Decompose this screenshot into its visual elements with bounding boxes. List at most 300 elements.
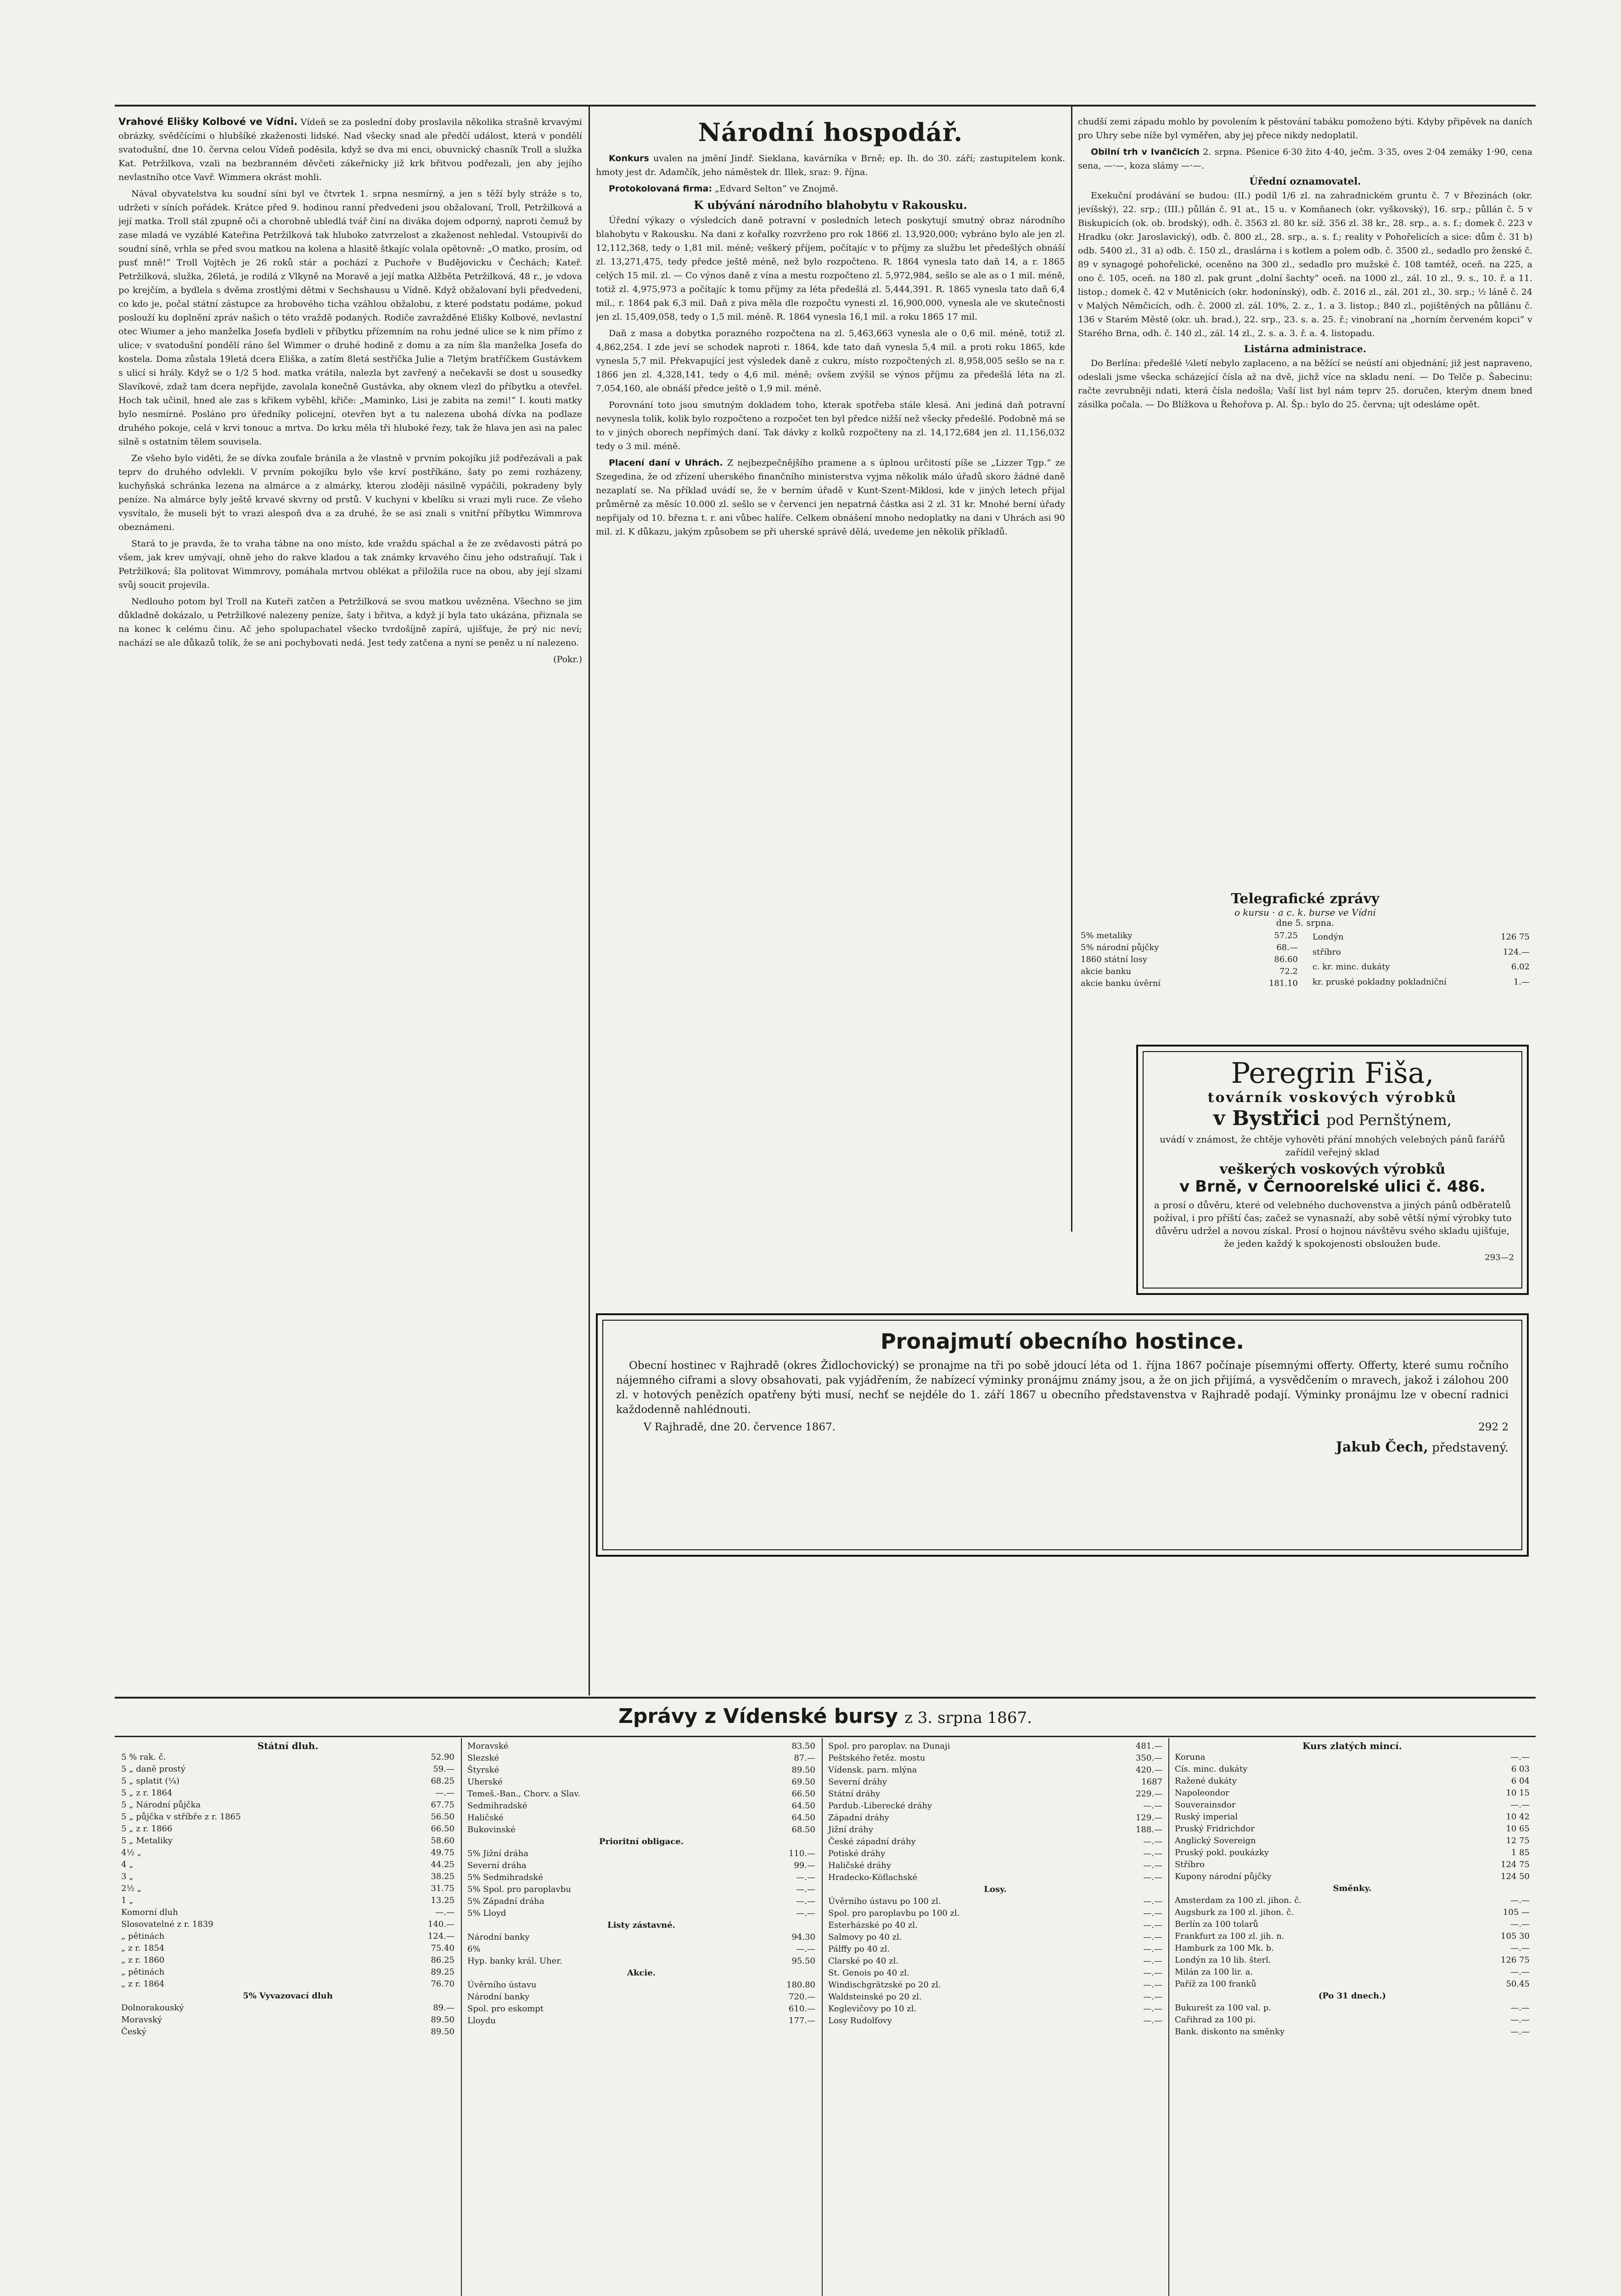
quote-row	[118, 1835, 457, 1847]
quote-label: Štyrské	[467, 1765, 499, 1775]
quote-label: Londýn za 10 lib. šterl.	[1175, 1955, 1271, 1965]
bursa-col-head: Státní dluh.	[257, 1740, 319, 1751]
quote-value: 68.25	[431, 1776, 454, 1786]
quote-value: 64.50	[791, 1801, 815, 1811]
quote-label: 5 „ Národní půjčka	[121, 1800, 201, 1810]
quote-label: Londýn	[1313, 932, 1344, 942]
quote-subhead: Losy.	[984, 1885, 1007, 1894]
quote-label: Bank. diskonto na směnky	[1175, 2027, 1285, 2037]
quote-label: 5 „ z r. 1864	[121, 1788, 173, 1798]
quote-row	[1172, 2002, 1532, 2014]
quote-row	[825, 1860, 1165, 1872]
quote-value: —.—	[1510, 2027, 1530, 2037]
quote-label: akcie banku	[1081, 967, 1132, 976]
quote-value: 610.—	[788, 2004, 815, 2014]
quote-row	[825, 1931, 1165, 1943]
quote-row	[1172, 1787, 1532, 1799]
article-paragraph: Exekuční prodávání se budou: (II.) podíl 1/6 zl. na zahradnickém gruntu č. 7 v Březinách (okr. jevíšský), 22. srp.; (III.) půllán č. 91 at., 15 u. v Komňanech (okr. vyškovský), 16. srp.; půllán č. 5 v Biskupicích (ok. ob. brodský), odh. č. 3563 zl. 80 kr. síž. 356 zl. 38 kr., 28. srp., a. s. f.; domek č. 223 v Hradku (okr. Jaroslavický), odb. č. 800 zl., 28. srp., a. s. f.; reality v Pohořelicích a sice: dům č. 31 b) odb. 5400 zl., 31 a) odb. č. 150 zl., draslárna i s kotlem a polem odb. č. 3500 zl., sedadlo pro ženské č. 89 v synagogé pohořelické, oceněno na 300 zl., sedadlo pro mužské č. 108 tamtéž, oceň. na 225, a ono č. 105, oceň. na 180 zl. pak grunt „dolní šachty“ oceň. na 1000 zl., zál. 10 zl., 9. s., 10. ř. a 11. listop.; domek č. 42 v Mutěnicích (okr. hodonínský), odb. č. 2016 zl., zál. 201 zl., 30. srp.; ½ láně č. 24 v Malých Němčicích, odh. č. 2000 zl. zál. 10%, 2. z., 1. a 3. listop.; 840 zl., pojištěných na půllánu č. 136 v Starém Městě (okr. uh. brad.), 22. srp., 23. s. a. 25. ř.; vinobraní na „horním červeném kopci“ v Starého Brna, odh. č. 140 zl., zál. 14 zl., 2. s. a. 3. ř. a. 4. listopadu.	[1078, 191, 1532, 338]
quote-row	[118, 1895, 457, 1907]
quote-row	[465, 1788, 818, 1800]
quote-value: 57.25	[1274, 931, 1298, 940]
quote-label: 4 „	[121, 1860, 134, 1869]
quote-value: 105 30	[1501, 1931, 1530, 1941]
quote-value: 49.75	[431, 1848, 454, 1857]
subsection-title: K ubývání národního blahobytu v Rakousku.	[694, 198, 967, 212]
bursa-column-d	[1172, 1740, 1532, 2296]
quote-value: —.—	[1510, 1967, 1530, 1977]
quote-label: Haličské	[467, 1813, 504, 1823]
bursa-column-c	[825, 1740, 1165, 2296]
quote-row	[1172, 1930, 1532, 1942]
bursa-title-rule	[115, 1736, 1536, 1737]
quote-label: 5% Spol. pro paroplavbu	[467, 1885, 571, 1894]
quote-label: Hyp. banky král. Uher.	[467, 1956, 562, 1966]
quote-subhead: (Po 31 dnech.)	[1318, 1991, 1386, 2001]
quote-row	[118, 1823, 457, 1835]
quote-row	[118, 1787, 457, 1799]
quote-value: 124.—	[1503, 947, 1530, 957]
quote-row	[465, 2015, 818, 2027]
bursa-title-row	[115, 1705, 1536, 1728]
quote-row	[1172, 1823, 1532, 1835]
quote-value: 10 15	[1506, 1788, 1530, 1798]
quote-value: —.—	[1143, 1980, 1162, 1990]
quote-row	[118, 1799, 457, 1811]
quote-label: Cařihrad za 100 pi.	[1175, 2015, 1256, 2025]
quote-row	[118, 1775, 457, 1787]
quote-label: Severní dráha	[467, 1861, 527, 1870]
article-paragraph: Daň z masa a dobytka porazného rozpočtena na zl. 5,463,663 vynesla ale o 0,6 mil. méně, totiž zl. 4,862,254. I zde jeví se schodek naproti r. 1864, kde tato daň vynesla 5,4 mil. a proti roku 1865, kde vynesla 5,7 mil. Překvapující jest výsledek daně z cukru, místo rozpočtených zl. 8,958,005 sešlo se na r. 1866 jen zl. 4,328,141, tedy o 4,6 mil. méně; ovšem zvýšil se výnos příjmu za předešlá léta na zl. 7,054,160, ale obnáší předce ještě o 1,9 mil. méně.	[596, 328, 1065, 394]
quote-row	[465, 1800, 818, 1812]
quote-value: —.—	[1510, 1919, 1530, 1929]
column-1-article	[118, 115, 582, 1690]
quote-row	[465, 1872, 818, 1884]
quote-row	[825, 1848, 1165, 1860]
bursa-col-head: Kurs zlatých mincí.	[1302, 1740, 1402, 1751]
bursa-col-rule	[822, 1738, 823, 2296]
quote-value: 52.90	[431, 1752, 454, 1762]
quote-value: 6 04	[1511, 1776, 1530, 1786]
quote-label: akcie banku úvěrní	[1081, 979, 1161, 988]
quote-row	[1172, 1835, 1532, 1847]
quote-value: 420.—	[1135, 1765, 1162, 1775]
column-3-notices	[1078, 115, 1532, 657]
quote-row	[118, 1990, 457, 2002]
quote-value: 1.—	[1513, 977, 1530, 987]
quote-value: 89.25	[431, 1967, 454, 1977]
quote-value: 44.25	[431, 1860, 454, 1869]
quote-row	[1172, 2014, 1532, 2026]
ad-signature: Jakub Čech,	[1335, 1439, 1429, 1455]
quote-label: Berlín za 100 tolarů	[1175, 1919, 1259, 1929]
bursa-title: Zprávy z Vídenské bursy	[618, 1705, 898, 1728]
bursa-column-a	[118, 1740, 457, 2296]
column-rule-2	[1071, 107, 1072, 1232]
quote-row	[118, 2014, 457, 2026]
bursa-table-a	[118, 1751, 457, 2038]
quote-row	[465, 1848, 818, 1860]
quote-value: 124 75	[1501, 1860, 1530, 1869]
quote-label: Národní banky	[467, 1992, 530, 2002]
quote-row	[825, 1764, 1165, 1776]
quote-value: —.—	[1510, 1896, 1530, 1905]
quote-value: 89.50	[431, 2027, 454, 2037]
quote-value: —.—	[1510, 2015, 1530, 2025]
quote-row	[118, 1859, 457, 1871]
bursa-col-rule	[461, 1738, 462, 2296]
quote-value: 188.—	[1135, 1825, 1162, 1835]
quote-value: —.—	[1143, 1861, 1162, 1870]
quote-row	[118, 1907, 457, 1919]
quote-label: Slezské	[467, 1753, 499, 1763]
quote-value: —.—	[1143, 1873, 1162, 1882]
quote-row	[825, 1788, 1165, 1800]
quote-row	[1172, 1966, 1532, 1978]
quote-value: 59.—	[433, 1764, 454, 1774]
quote-label: 5% Jižní dráha	[467, 1849, 528, 1858]
quote-value: 69.50	[791, 1777, 815, 1787]
quote-value: 94.30	[791, 1932, 815, 1942]
quote-value: —.—	[796, 1908, 815, 1918]
quote-value: 72.2	[1279, 967, 1298, 976]
quote-label: Augsburk za 100 zl. jihon. č.	[1175, 1908, 1294, 1917]
quote-label: 5 „ z r. 1866	[121, 1824, 173, 1834]
quote-value: —.—	[1143, 1801, 1162, 1811]
telegraph-date: dne 5. srpna.	[1276, 918, 1335, 928]
quote-value: 99.—	[794, 1861, 815, 1870]
ad-peregrin-fisa	[1136, 1045, 1529, 1295]
ad-place-date: V Rajhradě, dne 20. července 1867.	[644, 1421, 836, 1433]
quote-label: Temeš.-Ban., Chorv. a Slav.	[467, 1789, 581, 1799]
quote-row	[1172, 1775, 1532, 1787]
quote-label: Peštského řetěz. mostu	[828, 1753, 925, 1763]
quote-value: 124 50	[1501, 1872, 1530, 1881]
subsection-title: Listárna administrace.	[1244, 343, 1367, 355]
quote-row	[1172, 1883, 1532, 1895]
quote-label: „ pětinách	[121, 1931, 165, 1941]
quote-label: Pruský pokl. poukázky	[1175, 1848, 1269, 1857]
article-paragraph: Ze všeho bylo viděti, že se dívka zoufale bránila a že vlastně v prvním pokojíku již podřezávali a pak teprv do druhého odvlekli. V prvním pokojíku bylo vše krví postříkáno, šaty po zemi rozházeny, kuchyňská schránka lezena na almárce a z almárky, kterou zloději násilně vypáčili, pokradeny byly peníze. Na almárce byly ještě krvavé skvrny od prstů. V kuchyni v kbelíku si vrazi myli ruce. Ze všeho vysvítalo, že museli být to vrazi alespoň dva a za druhé, že se asi znali s vnitřní příbytku Wimmrova obeznámeni.	[118, 453, 582, 532]
quote-value: —.—	[1143, 1908, 1162, 1918]
quote-row	[1172, 1907, 1532, 1919]
quote-row	[465, 1979, 818, 1991]
quote-row	[118, 1919, 457, 1930]
quote-value: 140.—	[427, 1919, 454, 1929]
quote-label: Kupony národní půjčky	[1175, 1872, 1272, 1881]
quote-label: 5% Lloyd	[467, 1908, 506, 1918]
item-text: uvalen na jmění Jindř. Sieklana, kavárníka v Brně; ep. lh. do 30. září; zastupitelem konk. hmoty jest dr. Adamčík, jeho náměstek dr. Illek, sraz: 9. října.	[596, 153, 1065, 177]
quote-row	[118, 1883, 457, 1895]
quote-label: Amsterdam za 100 zl. jihon. č.	[1175, 1896, 1302, 1905]
quote-label: Komorní dluh	[121, 1908, 178, 1917]
quote-value: 50.45	[1506, 1979, 1530, 1989]
quote-row	[465, 1955, 818, 1967]
quote-row	[825, 1967, 1165, 1979]
quote-value: 6 03	[1511, 1764, 1530, 1774]
quote-label: Haličské dráhy	[828, 1861, 892, 1870]
quote-value: —.—	[435, 1788, 454, 1798]
quote-row	[465, 1919, 818, 1931]
quote-label: Esterházské po 40 zl.	[828, 1920, 918, 1930]
quote-row	[1172, 1847, 1532, 1859]
quote-row	[825, 1991, 1165, 2003]
quote-label: Milán za 100 lir. a.	[1175, 1967, 1253, 1977]
quote-label: 1860 státní losy	[1081, 955, 1148, 964]
quote-value: 350.—	[1135, 1753, 1162, 1763]
quote-label: 5 „ daně prostý	[121, 1764, 186, 1774]
quote-label: Spol. pro eskompt	[467, 2004, 544, 2014]
quote-label: Potiské dráhy	[828, 1849, 886, 1858]
intro-paragraph: chudší zemi západu mohlo by povolením k pěstování tabáku pomoženo býti. Kdyby připěvek na daních pro Uhry sebe níže byl vyměřen, aby jej přece nikdy nedoplatil.	[1078, 117, 1532, 141]
quote-row	[1172, 1763, 1532, 1775]
quote-label: Český	[121, 2027, 146, 2037]
quote-label: Spol. pro paroplavbu po 100 zl.	[828, 1908, 960, 1918]
quote-value: 10 65	[1506, 1824, 1530, 1834]
quote-label: Západní dráhy	[828, 1813, 889, 1823]
quote-row	[118, 1871, 457, 1883]
quote-value: —.—	[1143, 1849, 1162, 1858]
quote-row	[1172, 1990, 1532, 2002]
quote-row	[1172, 1811, 1532, 1823]
quote-label: c. kr. minc. dukáty	[1313, 962, 1390, 972]
quote-label: Moravský	[121, 2015, 163, 2025]
article-title: Vrahové Elišky Kolbové ve Vídni.	[118, 116, 298, 127]
quote-value: —.—	[1510, 2003, 1530, 2013]
ad-city: v Bystřici	[1213, 1107, 1320, 1130]
quote-value: 64.50	[791, 1813, 815, 1823]
quote-value: 75.40	[431, 1943, 454, 1953]
quote-label: „ pětinách	[121, 1967, 165, 1977]
quote-label: Vídensk. parn. mlýna	[828, 1765, 917, 1775]
quote-row	[825, 1919, 1165, 1931]
quote-value: 481.—	[1135, 1741, 1162, 1751]
quote-value: 87.—	[794, 1753, 815, 1763]
article-paragraph: Úřední výkazy o výsledcích daně potravní v posledních letech poskytují smutný obraz národního blahobytu v Rakousku. Na dani z kořalky rozvrženo pro rok 1866 zl. 13,920,000; vybráno bylo ale jen zl. 12,112,368, tedy o 1,81 mil. méně; veškerý příjem, počítajíc v to příjmy za službu let předešlých obnáší zl. 13,271,475, tedy předce ještě méně, než bylo rozpočteno. R. 1864 vynesla tato daň 14, a r. 1865 celých 15 mil. zl. — Co výnos daně z vína a mestu rozpočteno zl. 5,972,984, sešlo se ale as o 1 mil. méně, totiž zl. 4,975,973 a počítajíc k tomu příjmy za léta předešlá zl. 5,444,391. R. 1865 vynesla tato daň 6,4 mil., r. 1864 pak 6,3 mil. Daň z piva měla dle rozpočtu vynesti zl. 16,900,000, vynesla ale ve skutečnosti jen zl. 15,409,058, tedy o 1,5 mil. méně. R. 1864 vynesla 16,1 mil. a roku 1865 17 mil.	[596, 215, 1065, 322]
section-title: Národní hospodář.	[698, 118, 963, 147]
quote-label: stříbro	[1313, 947, 1341, 957]
quote-label: Sedmihradské	[467, 1801, 527, 1811]
quote-value: 105 —	[1503, 1908, 1530, 1917]
ad-name: Peregrin Fiša,	[1231, 1056, 1434, 1090]
quote-label: Severní dráhy	[828, 1777, 887, 1787]
quote-label: České západní dráhy	[828, 1837, 916, 1846]
quote-value: 126 75	[1501, 932, 1530, 942]
quote-label: Souverainsdor	[1175, 1800, 1236, 1810]
quote-row	[465, 1836, 818, 1848]
ad-title: Pronajmutí obecního hostince.	[880, 1329, 1245, 1354]
quote-label: 5% národní půjčky	[1081, 943, 1159, 952]
quote-label: Paříž za 100 franků	[1175, 1979, 1256, 1989]
quote-label: Stříbro	[1175, 1860, 1205, 1869]
quote-value: 180.80	[786, 1980, 815, 1990]
quote-label: Bukovinské	[467, 1825, 516, 1835]
quote-value: 10 42	[1506, 1812, 1530, 1822]
quote-label: 3 „	[121, 1872, 134, 1881]
quote-row	[825, 1836, 1165, 1848]
quote-row	[465, 1740, 818, 1752]
quote-label: Hamburk za 100 Mk. b.	[1175, 1943, 1274, 1953]
quote-row	[825, 1896, 1165, 1908]
article-signature: (Pokr.)	[553, 654, 582, 664]
quote-subhead: 5% Vyvazovací dluh	[243, 1991, 333, 2001]
quote-row	[825, 1955, 1165, 1967]
quote-subhead: Listy zástavné.	[607, 1920, 675, 1930]
quote-value: 58.60	[431, 1836, 454, 1846]
quote-value: —.—	[1143, 1896, 1162, 1906]
quote-label: 5% Sedmihradské	[467, 1873, 543, 1882]
quote-value: 89.—	[433, 2003, 454, 2013]
quote-label: Dolnorakouský	[121, 2003, 184, 2013]
quote-value: —.—	[1143, 1837, 1162, 1846]
quote-label: Waldsteinské po 20 zl.	[828, 1992, 922, 2002]
quote-row	[465, 1908, 818, 1919]
quote-row	[825, 1740, 1165, 1752]
quote-label: Koruna	[1175, 1752, 1206, 1762]
quote-label: Spol. pro paroplav. na Dunaji	[828, 1741, 950, 1751]
quote-row	[465, 1812, 818, 1824]
quote-row	[465, 1752, 818, 1764]
quote-label: St. Genois po 40 zl.	[828, 1968, 909, 1978]
quote-row	[825, 1872, 1165, 1884]
ad-body: Obecní hostinec v Rajhradě (okres Židlochovický) se pronajme na tři po sobě jdoucí léta od 1. října 1867 počínaje písemnými offerty. Offerty, které sumu ročního nájemného ciframi a slovy obsahovati, pak vyjádřením, že nabízecí výminky pronájmu známy jsou, a že on jich přijímá, a vysvědčením o mravech, jakož i zálohou 200 zl. v hotových penězích opatřeny býti musí, nechť se nejdéle do 1. září 1867 u obecního představenstva v Rajhradě podají. Výminky pronájmu lze v obecní radnici každodenně nahlédnouti.	[616, 1360, 1509, 1416]
quote-value: —.—	[1510, 1752, 1530, 1762]
quote-value: 6.02	[1511, 962, 1530, 972]
quote-subhead: Akcie.	[627, 1968, 656, 1978]
quote-row	[118, 1978, 457, 1990]
quote-row	[1172, 1919, 1532, 1930]
ad-body: a prosí o důvěru, které od velebného duchovenstva a jiných pánů odběratelů požíval, i pro příští čas; začež se vynasnaží, aby sobě větší nýmí výrobky tuto důvěru udržel a novou získal. Prosí o hojnou návštěvu svého skladu ujišťuje, že jeden každý k spokojenosti obsloužen bude.	[1153, 1199, 1512, 1249]
quote-label: 5% metaliky	[1081, 931, 1133, 940]
quote-label: Lloydu	[467, 2016, 496, 2026]
quote-row	[825, 1752, 1165, 1764]
ad-pronajmuti	[596, 1313, 1529, 1557]
quote-label: Úvěrního ústavu	[467, 1980, 537, 1990]
telegraph-title: Telegrafické zprávy	[1231, 891, 1380, 907]
ad-line: veškerých voskových výrobků	[1219, 1161, 1446, 1177]
quote-value: 68.—	[1276, 943, 1298, 952]
quote-value: —.—	[796, 1896, 815, 1906]
quote-row	[118, 2002, 457, 2014]
quote-row	[465, 1967, 818, 1979]
quote-label: Ruský imperial	[1175, 1812, 1238, 1822]
quote-row	[1172, 1895, 1532, 1907]
quote-value: 89.50	[791, 1765, 815, 1775]
quote-value: 56.50	[431, 1812, 454, 1822]
quote-row	[118, 1763, 457, 1775]
item-lead: Konkurs	[609, 153, 649, 163]
article-paragraph: Vídeň se za poslední doby proslavila několika strašně krvavými obrázky, svědčícími o hlubšíké zkaženosti lidské. Nad všecky snad ale předčí událost, která v pondělí svatodušní, dne 10. června celou Vídeň poděsila, když se dva mi enci, obuvnický chasník Troll a služka Kat. Petržilkova, vzali na bezbranném děvčeti zákeřnicky již krk břitvou podřezali, jen aby jejího nevlastního otce Vavř. Wimmera okrást mohli.	[118, 117, 582, 182]
quote-row	[1172, 1978, 1532, 1990]
quote-label: Státní dráhy	[828, 1789, 881, 1799]
quote-row	[825, 1800, 1165, 1812]
quote-label: „ z r. 1864	[121, 1979, 165, 1989]
quote-value: 38.25	[431, 1872, 454, 1881]
quote-value: —.—	[1510, 1800, 1530, 1810]
quote-value: —.—	[1143, 1992, 1162, 2002]
quote-row	[825, 1908, 1165, 1919]
article-paragraph: Stará to je pravda, že to vraha tábne na ono místo, kde vraždu spáchal a že ze zvědavosti pátrá po všem, jak krev umývají, ohně jeho do rakve kladou a tak známky krvavého činu jeho odstraňují. Tak i Petržilková; šla politovat Wimmrovy, pomáhala mrtvou oblékat a přiložila ruce na obou, aby její slzami svůj soucit projevila.	[118, 539, 582, 590]
quote-value: 1687	[1141, 1777, 1162, 1787]
quote-row	[465, 1943, 818, 1955]
quote-value: —.—	[1143, 2004, 1162, 2014]
ad-ref: 293—2	[1485, 1253, 1514, 1262]
quote-value: 86.60	[1274, 955, 1298, 964]
bursa-table-d	[1172, 1751, 1532, 2038]
quote-row	[465, 1764, 818, 1776]
quote-row	[465, 1860, 818, 1872]
quote-row	[118, 1811, 457, 1823]
quote-label: 5 „ Metaliky	[121, 1836, 173, 1846]
quote-value: —.—	[1143, 1920, 1162, 1930]
quote-subhead: Směnky.	[1333, 1884, 1372, 1893]
quote-row	[118, 1942, 457, 1954]
quote-label: Frankfurt za 100 zl. jih. n.	[1175, 1931, 1284, 1941]
quote-value: 89.50	[431, 2015, 454, 2025]
quote-value: 720.—	[788, 1992, 815, 2002]
quote-value: 31.75	[431, 1884, 454, 1893]
quote-label: 5% Západní dráha	[467, 1896, 544, 1906]
article-paragraph: Nedlouho potom byl Troll na Kuteři zatčen a Petržilková se svou matkou uvězněna. Všechno se jim důkladně dokázalo, u Petržilkové nalezeny peníze, šaty i břitva, a když jí byla tato ukázána, přiznala se na konec k celému činu. Ač jeho spolupachatel všecko tvrdošíjně zapírá, ujišťuje, že prý nic neví; nachází se ale důkazů tolik, že se ani pochybovati nedá. Jest tedy zatčena a nyní se peněz u ní nalezeno.	[118, 597, 582, 648]
quote-label: 5 % rak. č.	[121, 1752, 166, 1762]
quote-row	[118, 1966, 457, 1978]
bursa-col-rule	[1168, 1738, 1169, 2296]
article-paragraph: Porovnání toto jsou smutným dokladem toho, kterak spotřeba stále klesá. Ani jediná daň potravní nevynesla tolik, kolik bylo rozpočteno a rozpočet ten byl předce nižší než všecky předešlé. Podobně má se to v jiných oborech nepřímých daní. Tak dávky z kolků rozpočteny na zl. 14,172,684 jen zl. 11,156,032 tedy o 3 mil. méně.	[596, 400, 1065, 451]
quote-label: Hradecko-Köflachské	[828, 1873, 918, 1882]
quote-row	[825, 1824, 1165, 1836]
ad-city-suffix: pod Pernštýnem,	[1326, 1111, 1452, 1129]
quote-row	[465, 2003, 818, 2015]
quote-row	[465, 1896, 818, 1908]
telegraph-subtitle: o kursu · a c. k. burse ve Vídni	[1234, 907, 1376, 918]
quote-label: Bukurešt za 100 val. p.	[1175, 2003, 1272, 2013]
quote-value: 68.50	[791, 1825, 815, 1835]
quote-label: Jižní dráhy	[828, 1825, 874, 1835]
quote-row	[1172, 1871, 1532, 1883]
quote-value: —.—	[796, 1885, 815, 1894]
quote-row	[118, 2026, 457, 2038]
quote-row	[825, 1979, 1165, 1991]
quote-label: Slosovatelné z r. 1839	[121, 1919, 213, 1929]
quote-value: 124.—	[427, 1931, 454, 1941]
quote-row	[1172, 1942, 1532, 1954]
quote-value: —.—	[1143, 1944, 1162, 1954]
quote-label: „ z r. 1854	[121, 1943, 165, 1953]
quote-value: —.—	[1143, 1956, 1162, 1966]
quote-value: 1 85	[1511, 1848, 1530, 1857]
ad-line: továrník voskových výrobků	[1207, 1090, 1458, 1106]
quote-label: „ z r. 1860	[121, 1955, 165, 1965]
quote-label: Keglevičovy po 10 zl.	[828, 2004, 917, 2014]
quote-value: 13.25	[431, 1896, 454, 1905]
quote-value: 110.—	[788, 1849, 815, 1858]
quote-row	[118, 1930, 457, 1942]
quote-value: 12 75	[1506, 1836, 1530, 1846]
quote-label: Cís. minc. dukáty	[1175, 1764, 1248, 1774]
quote-label: Salmovy po 40 zl.	[828, 1932, 902, 1942]
quote-value: —.—	[1510, 1943, 1530, 1953]
quote-value: —.—	[1143, 1968, 1162, 1978]
quote-label: Pardub.-Liberecké dráhy	[828, 1801, 932, 1811]
quote-label: Ražené dukáty	[1175, 1776, 1237, 1786]
quote-value: 86.25	[431, 1955, 454, 1965]
quote-value: 67.75	[431, 1800, 454, 1810]
quote-label: Losy Rudolfovy	[828, 2016, 892, 2026]
quote-value: 83.50	[791, 1741, 815, 1751]
quote-row	[825, 1812, 1165, 1824]
quote-label: 2½ „	[121, 1884, 141, 1893]
quote-label: Clarské po 40 zl.	[828, 1956, 899, 1966]
quote-row	[465, 1824, 818, 1836]
